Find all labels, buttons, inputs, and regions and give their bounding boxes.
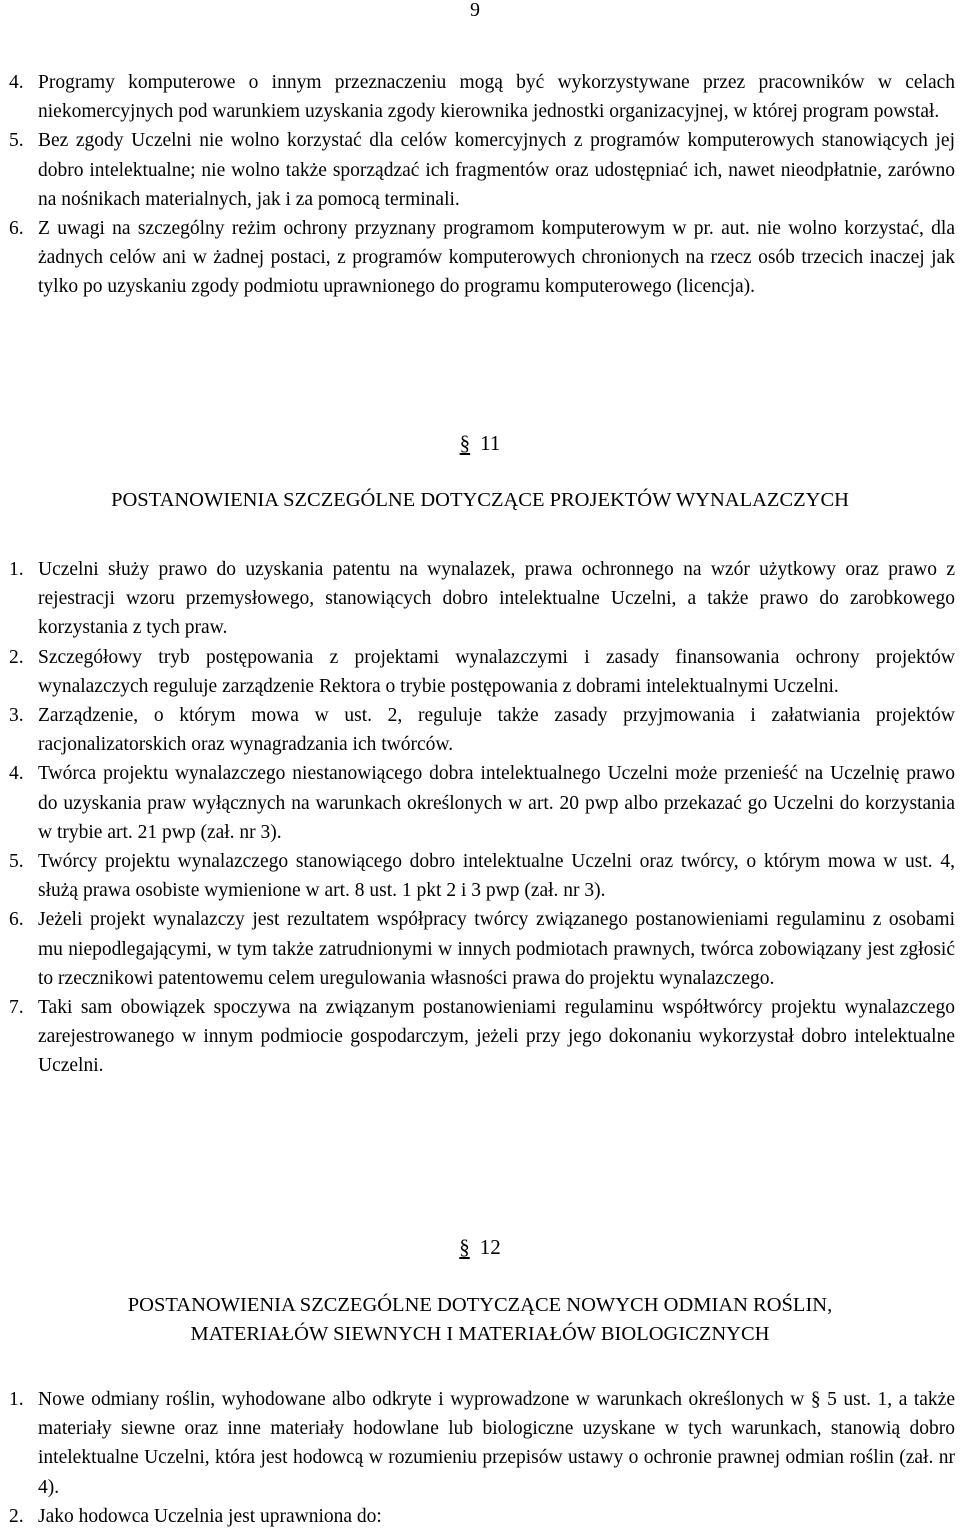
item-number: 4.: [9, 72, 24, 93]
list-item: [9, 847, 955, 905]
section-11-number: [0, 428, 960, 458]
item-number: 1.: [9, 1389, 24, 1410]
section-title-line: MATERIAŁÓW SIEWNYCH I MATERIAŁÓW BIOLOGICZNYCH: [190, 1323, 770, 1345]
provisions-list-top: [9, 68, 955, 302]
item-text: Jako hodowca Uczelnia jest uprawniona do:: [38, 1505, 382, 1527]
item-number: 5.: [9, 130, 24, 152]
provisions-list-section-12: [9, 1385, 955, 1531]
item-number: 6.: [9, 218, 24, 240]
section-11-title: [0, 486, 960, 515]
item-number: 2.: [9, 646, 24, 668]
page-number: 9: [470, 0, 480, 21]
item-text: Szczegółowy tryb postępowania z projektami wynalazczymi i zasady finansowania ochrony projektów wynalazczych reguluje zarządzenie Rektora o trybie postępowania z dobrami intelektualnymi Uczelni.: [38, 646, 955, 697]
item-number: 3.: [9, 705, 24, 727]
list-item: [9, 643, 955, 701]
section-number: 11: [480, 431, 501, 455]
item-number: 4.: [9, 763, 24, 785]
section-12-title: [0, 1291, 960, 1349]
section-title-text: POSTANOWIENIA SZCZEGÓLNE DOTYCZĄCE PROJEKTÓW WYNALAZCZYCH: [111, 489, 849, 511]
section-title-line: POSTANOWIENIA SZCZEGÓLNE DOTYCZĄCE NOWYCH ODMIAN ROŚLIN,: [127, 1294, 833, 1316]
list-item: [9, 1502, 955, 1531]
item-text: Zarządzenie, o którym mowa w ust. 2, reguluje także zasady przyjmowania i załatwiania projektów racjonalizatorskich oraz wynagradzania ich twórców.: [38, 705, 955, 756]
item-number: 6.: [9, 909, 24, 931]
item-number: 5.: [9, 851, 24, 873]
list-item: [9, 701, 955, 759]
list-item: [9, 214, 955, 302]
item-text: Uczelni służy prawo do uzyskania patentu na wynalazek, prawa ochronnego na wzór użytkowy oraz prawo z rejestracji wzoru przemysłowego, stanowiących dobro intelektualne Uczelni, a także prawo do zarobkowego korzystania z tych praw.: [38, 559, 955, 639]
item-text: Twórca projektu wynalazczego niestanowiącego dobra intelektualnego Uczelni może przenieść na Uczelnię prawo do uzyskania praw wyłącznych na warunkach określonych w art. 20 pwp albo przekazać go Uczelni do korzystania w trybie art. 21 pwp (zał. nr 3).: [38, 763, 955, 843]
item-text: Programy komputerowe o innym przeznaczeniu mogą być wykorzystywane przez pracowników w celach niekomercyjnych pod warunkiem uzyskania zgody kierownika jednostki organizacyjnej, w której program powstał.: [38, 72, 955, 123]
list-item: [9, 759, 955, 847]
item-text: Nowe odmiany roślin, wyhodowane albo odkryte i wyprowadzone w warunkach określonych w § 5 ust. 1, a także materiały siewne oraz inne materiały hodowlane lub biologiczne uzyskane w tych warunkach, stanowią dobro intelektualne Uczelni, która jest hodowcą w rozumieniu przepisów ustawy o ochronie prawnej odmian roślin (zał. nr 4).: [38, 1389, 955, 1498]
section-12-number: [0, 1232, 960, 1262]
section-sign-symbol: §: [459, 1235, 470, 1259]
item-text: Z uwagi na szczególny reżim ochrony przyznany programom komputerowym w pr. aut. nie wolno korzystać, dla żadnych celów ani w żadnej postaci, z programów komputerowych chronionych na rzecz osób trzecich inaczej jak tylko po uzyskaniu zgody podmiotu uprawnionego do programu komputerowego (licencja).: [38, 218, 955, 298]
item-number: 2.: [9, 1505, 24, 1527]
item-text: Bez zgody Uczelni nie wolno korzystać dla celów komercyjnych z programów komputerowych stanowiących jej dobro intelektualne; nie wolno także sporządzać ich fragmentów oraz udostępniać ich, nawet nieodpłatnie, zarówno na nośnikach materialnych, jak i za pomocą terminali.: [38, 130, 955, 210]
section-sign-symbol: §: [459, 431, 471, 455]
list-item: [9, 1385, 955, 1502]
list-item: [9, 68, 955, 126]
item-text: Twórcy projektu wynalazczego stanowiącego dobro intelektualne Uczelni oraz twórcy, o którym mowa w ust. 4, służą prawa osobiste wymienione w art. 8 ust. 1 pkt 2 i 3 pwp (zał. nr 3).: [38, 851, 955, 902]
item-text: Jeżeli projekt wynalazczy jest rezultatem współpracy twórcy związanego postanowieniami regulaminu z osobami mu niepodlegającymi, w tym także zatrudnionymi w innych podmiotach prawnych, twórca zobowiązany jest zgłosić to rzecznikowi patentowemu celem uregulowania własności prawa do projektu wynalazczego.: [38, 909, 955, 989]
list-item: [9, 555, 955, 643]
section-number: 12: [479, 1235, 501, 1259]
provisions-list-section-11: [9, 555, 955, 1081]
item-number: 1.: [9, 559, 24, 580]
item-number: 7.: [9, 997, 24, 1019]
item-text: Taki sam obowiązek spoczywa na związanym postanowieniami regulaminu współtwórcy projektu wynalazczego zarejestrowanego w innym podmiocie gospodarczym, jeżeli przy jego dokonaniu wykorzystał dobro intelektualne Uczelni.: [38, 997, 955, 1077]
list-item: [9, 905, 955, 993]
list-item: [9, 126, 955, 214]
list-item: [9, 993, 955, 1081]
